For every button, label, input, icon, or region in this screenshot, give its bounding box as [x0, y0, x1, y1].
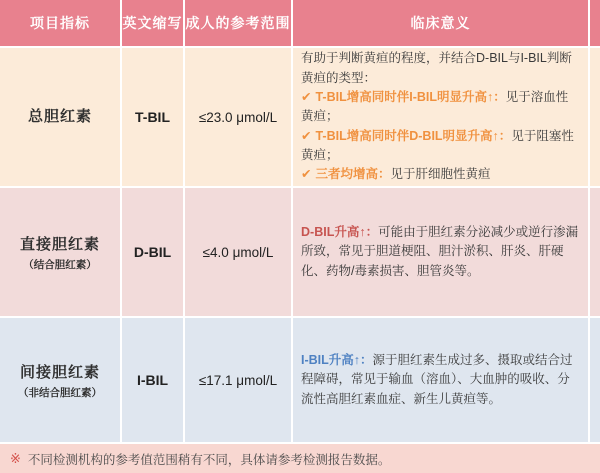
clinical-text [301, 351, 580, 409]
row-indirect-bilirubin-edge [590, 318, 600, 442]
check-icon: ✔ [301, 167, 312, 182]
clinical-lead: I-BIL升高↑： [301, 352, 373, 367]
row-total-bilirubin-range: ≤23.0 μmol/L [185, 48, 291, 186]
clinical-highlight: T-BIL增高同时伴I-BIL明显升高↑： [315, 89, 506, 104]
clinical-highlight: T-BIL增高同时伴D-BIL明显升高↑： [315, 128, 512, 143]
clinical-item [301, 165, 580, 184]
header-cell-item-indicator: 项目指标 [0, 0, 120, 46]
clinical-rest: 见于肝细胞性黄疸 [390, 167, 491, 182]
clinical-text [301, 223, 580, 281]
clinical-rest: 见于阻塞性黄疸； [301, 128, 574, 163]
clinical-rest: 可能由于胆红素分泌减少或逆行渗漏所致，常见于胆道梗阻、胆汁淤积、肝炎、肝硬化、药物/毒素损害、胆管炎等。 [301, 224, 579, 278]
footnote [0, 444, 600, 473]
clinical-lead: D-BIL升高↑： [301, 224, 379, 239]
item-subname: （非结合胆红素） [18, 386, 102, 399]
row-indirect-bilirubin-name [0, 318, 120, 442]
clinical-highlight: 三者均增高： [315, 167, 391, 182]
footnote-text: 不同检测机构的参考值范围稍有不同，具体请参考检测报告数据。 [27, 452, 391, 467]
header-cell-clinical-significance: 临床意义 [293, 0, 588, 46]
clinical-intro: 有助于判断黄疸的程度，并结合D-BIL与I-BIL判断黄疸的类型： [301, 51, 572, 85]
header-cell-reference-range: 成人的参考范围 [185, 0, 291, 46]
row-direct-bilirubin-edge [590, 188, 600, 316]
row-direct-bilirubin-clinical [293, 188, 588, 316]
item-name: 直接胆红素 [19, 235, 100, 253]
row-total-bilirubin-abbr: T-BIL [122, 48, 183, 186]
row-total-bilirubin-edge [590, 48, 600, 186]
clinical-item [301, 88, 580, 127]
row-direct-bilirubin-range: ≤4.0 μmol/L [185, 188, 291, 316]
header-edge-strip [590, 0, 600, 46]
clinical-item [301, 127, 580, 166]
row-total-bilirubin-name [0, 48, 120, 186]
clinical-rest: 见于溶血性黄疸； [301, 89, 569, 124]
header-cell-abbreviation: 英文缩写 [122, 0, 183, 46]
reference-mark-icon: ※ [10, 450, 21, 466]
check-icon: ✔ [301, 128, 312, 143]
row-indirect-bilirubin-abbr: I-BIL [122, 318, 183, 442]
item-subname: （结合胆红素） [23, 258, 97, 271]
item-name: 总胆红素 [27, 108, 92, 125]
row-indirect-bilirubin-clinical [293, 318, 588, 442]
row-total-bilirubin-clinical [293, 48, 588, 186]
row-direct-bilirubin-name [0, 188, 120, 316]
item-name: 间接胆红素 [19, 363, 100, 381]
check-icon: ✔ [301, 89, 312, 104]
row-indirect-bilirubin-range: ≤17.1 μmol/L [185, 318, 291, 442]
row-direct-bilirubin-abbr: D-BIL [122, 188, 183, 316]
clinical-rest: 源于胆红素生成过多、摄取或结合过程障碍，常见于输血（溶血）、大血肿的吸收、分流性高胆红素血症、新生儿黄疸等。 [301, 352, 573, 406]
